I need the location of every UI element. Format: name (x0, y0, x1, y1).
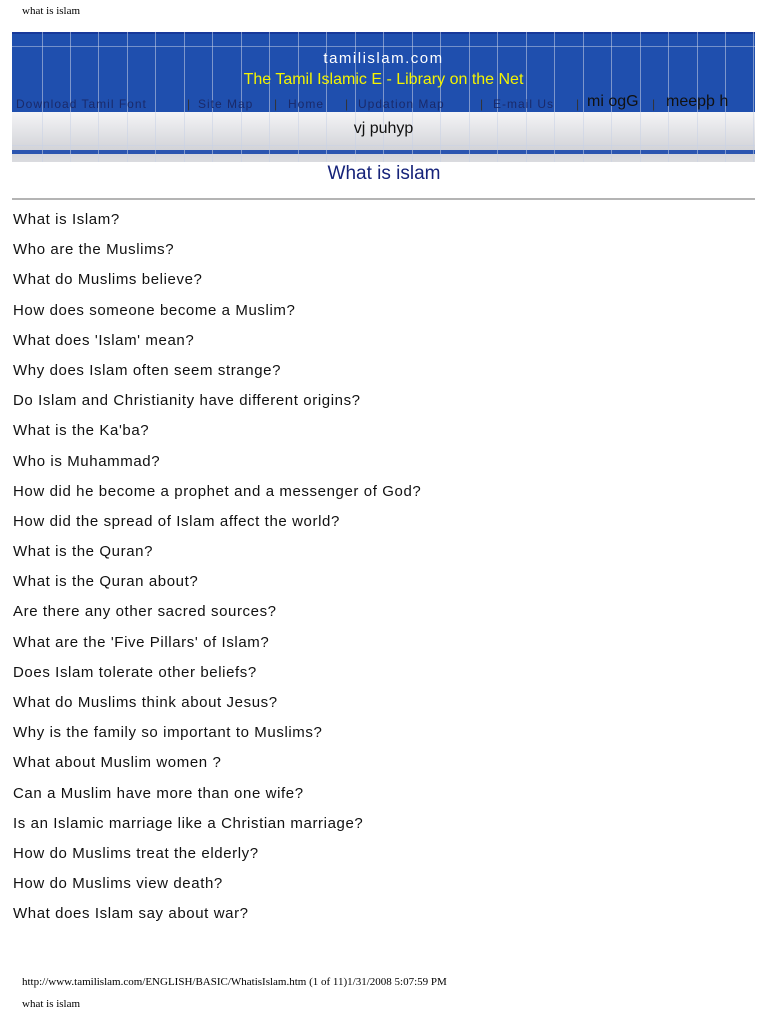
nav-separator: | (576, 97, 581, 111)
nav-separator: | (187, 97, 192, 111)
nav-separator: | (345, 97, 350, 111)
question-link[interactable]: What are the 'Five Pillars' of Islam? (13, 633, 270, 651)
question-link[interactable]: How do Muslims treat the elderly? (13, 844, 259, 862)
question-link[interactable]: What do Muslims think about Jesus? (13, 694, 278, 711)
nav-download-tamil-font[interactable]: Download Tamil Font (16, 97, 147, 111)
question-list (13, 209, 421, 934)
question-link[interactable]: Why is the family so important to Muslims? (13, 724, 323, 742)
print-header: what is islam (22, 5, 81, 17)
question-link[interactable]: Why does Islam often seem strange? (13, 361, 282, 379)
nav-email-us[interactable]: E-mail Us (493, 97, 555, 111)
question-link[interactable]: What about Muslim women ? (13, 754, 222, 772)
print-footer-url: http://www.tamilislam.com/ENGLISH/BASIC/WhatisIslam.htm (1 of 11)1/31/2008 5:07:59 PM (22, 976, 447, 988)
grid-hline (12, 46, 755, 47)
nav-bar (16, 95, 755, 117)
question-link[interactable]: Can a Muslim have more than one wife? (13, 784, 304, 802)
nav-updation-map[interactable]: Updation Map (358, 97, 445, 111)
title-divider (12, 198, 755, 200)
page-title: What is islam (327, 163, 441, 184)
question-link[interactable]: What is Islam? (13, 211, 120, 228)
nav-tamil-link-1[interactable]: mi ogG (587, 93, 639, 110)
site-tagline: The Tamil Islamic E - Library on the Net (243, 71, 524, 88)
question-link[interactable]: What do Muslims believe? (13, 271, 203, 289)
nav-tamil-link-3[interactable]: vj puhyp (353, 120, 414, 137)
question-link[interactable]: What is the Ka'ba? (13, 422, 150, 440)
nav-separator: | (480, 97, 485, 111)
question-link[interactable]: What is the Quran about? (13, 573, 199, 591)
nav-separator: | (274, 97, 279, 111)
question-link[interactable]: Who are the Muslims? (13, 241, 175, 259)
question-link[interactable]: What is the Quran? (13, 543, 154, 561)
question-link[interactable]: What does 'Islam' mean? (13, 331, 195, 349)
site-banner (12, 32, 755, 162)
nav-site-map[interactable]: Site Map (198, 97, 254, 111)
print-footer-title: what is islam (22, 998, 81, 1010)
question-link[interactable]: How does someone become a Muslim? (13, 301, 296, 319)
question-link[interactable]: What does Islam say about war? (13, 905, 249, 923)
question-link[interactable]: Who is Muhammad? (13, 452, 161, 470)
grid-hline (12, 145, 755, 146)
question-link[interactable]: Does Islam tolerate other beliefs? (13, 663, 257, 681)
site-name[interactable]: tamilislam.com (323, 50, 444, 67)
question-link[interactable]: How did he become a prophet and a messenger of God? (13, 482, 422, 500)
question-link[interactable]: Are there any other sacred sources? (13, 603, 277, 621)
nav-tamil-link-2[interactable]: meepþ h (666, 93, 729, 110)
nav-home[interactable]: Home (288, 97, 325, 111)
question-link[interactable]: Do Islam and Christianity have different origins? (13, 392, 361, 410)
question-link[interactable]: How did the spread of Islam affect the world? (13, 512, 340, 530)
question-link[interactable]: How do Muslims view death? (13, 875, 223, 893)
nav-separator: | (652, 97, 657, 111)
question-link[interactable]: Is an Islamic marriage like a Christian marriage? (13, 814, 364, 832)
